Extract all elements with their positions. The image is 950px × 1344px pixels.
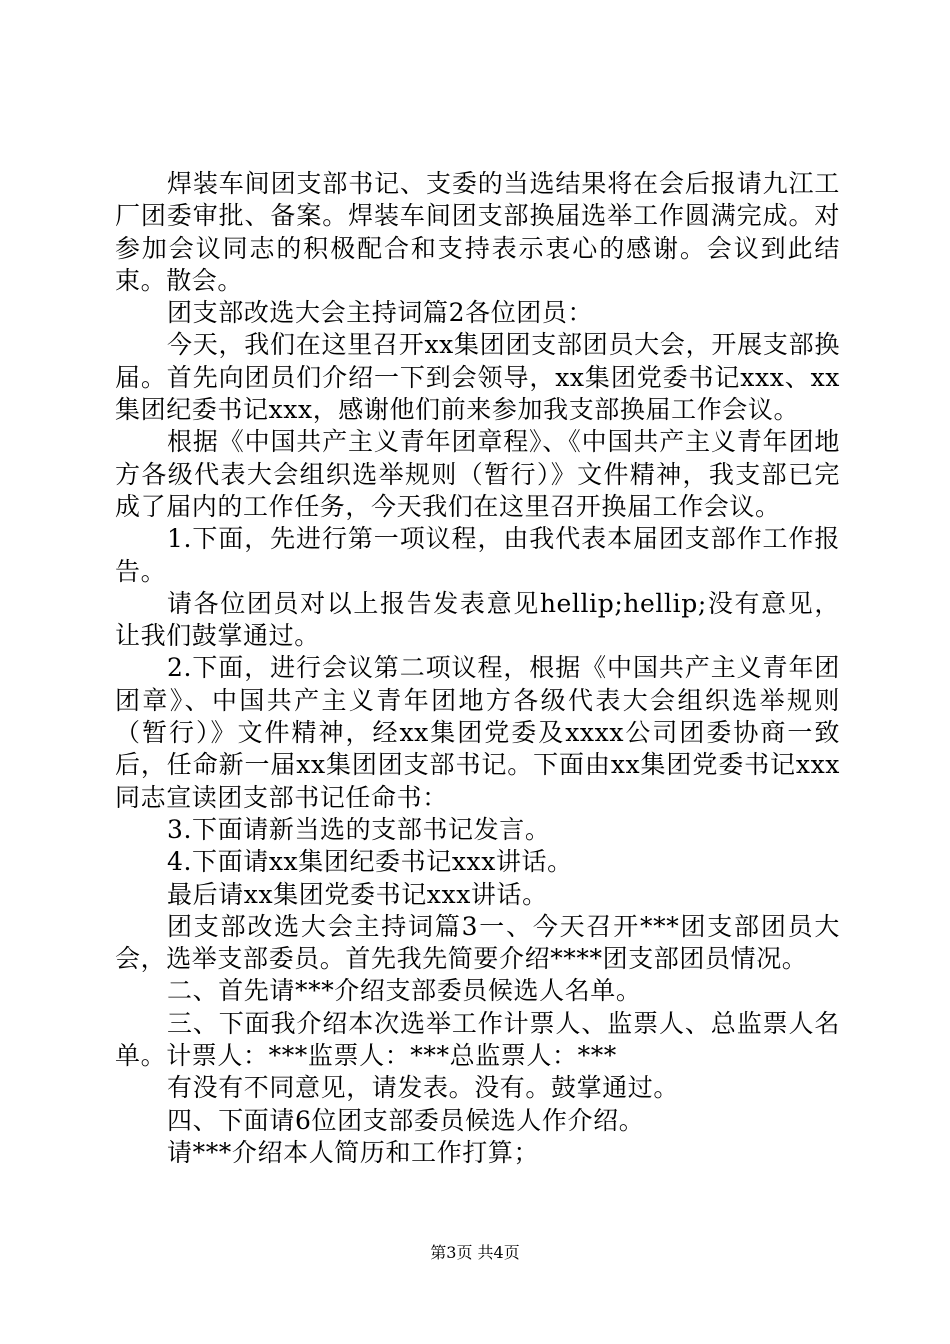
paragraph-10: 最后请xx集团党委书记xxx讲话。 xyxy=(167,879,548,909)
paragraph-9: 4.下面请xx集团纪委书记xxx讲话。 xyxy=(167,847,573,877)
paragraph-6: 请各位团员对以上报告发表意见hellip;hellip;没有意见，让我们鼓掌通过。 xyxy=(115,588,840,651)
paragraph-7: 2.下面，进行会议第二项议程，根据《中国共产主义青年团团章》、中国共产主义青年团地方各级代表大会组织选举规则（暂行）》文件精神，经xx集团党委及xxxx公司团委协商一致后，任命新一届xx集团团支部书记。下面由xx集团党委书记xxx同志宣读团支部书记任命书： xyxy=(115,653,840,812)
paragraph-11: 团支部改选大会主持词篇3一、今天召开***团支部团员大会，选举支部委员。首先我先简要介绍****团支部团员情况。 xyxy=(115,911,840,974)
paragraph-5: 1.下面，先进行第一项议程，由我代表本届团支部作工作报告。 xyxy=(115,524,840,586)
page-footer xyxy=(0,1243,950,1263)
paragraph-15: 四、下面请6位团支部委员候选人作介绍。 xyxy=(167,1105,645,1135)
paragraph-1: 焊装车间团支部书记、支委的当选结果将在会后报请九江工厂团委审批、备案。焊装车间团支部换届选举工作圆满完成。对参加会议同志的积极配合和支持表示衷心的感谢。会议到此结束。散会。 xyxy=(115,169,840,295)
paragraph-3: 今天，我们在这里召开xx集团团支部团员大会，开展支部换届。首先向团员们介绍一下到会领导，xx集团党委书记xxx、xx集团纪委书记xxx，感谢他们前来参加我支部换届工作会议。 xyxy=(115,330,840,425)
paragraph-8: 3.下面请新当选的支部书记发言。 xyxy=(167,814,551,844)
paragraph-12: 二、首先请***介绍支部委员候选人名单。 xyxy=(167,976,642,1006)
page-number-label: 第3页 共4页 xyxy=(430,1243,520,1262)
paragraph-16: 请***介绍本人简历和工作打算； xyxy=(167,1137,540,1167)
paragraph-4: 根据《中国共产主义青年团章程》、《中国共产主义青年团地方各级代表大会组织选举规则（暂行）》文件精神，我支部已完成了届内的工作任务，今天我们在这里召开换届工作会议。 xyxy=(115,427,840,521)
paragraph-14: 有没有不同意见，请发表。没有。鼓掌通过。 xyxy=(167,1073,680,1103)
paragraph-2: 团支部改选大会主持词篇2各位团员： xyxy=(167,298,594,328)
document-body xyxy=(115,168,840,1169)
paragraph-13: 三、下面我介绍本次选举工作计票人、监票人、总监票人名单。计票人：***监票人：***总监票人：*** xyxy=(115,1008,840,1071)
